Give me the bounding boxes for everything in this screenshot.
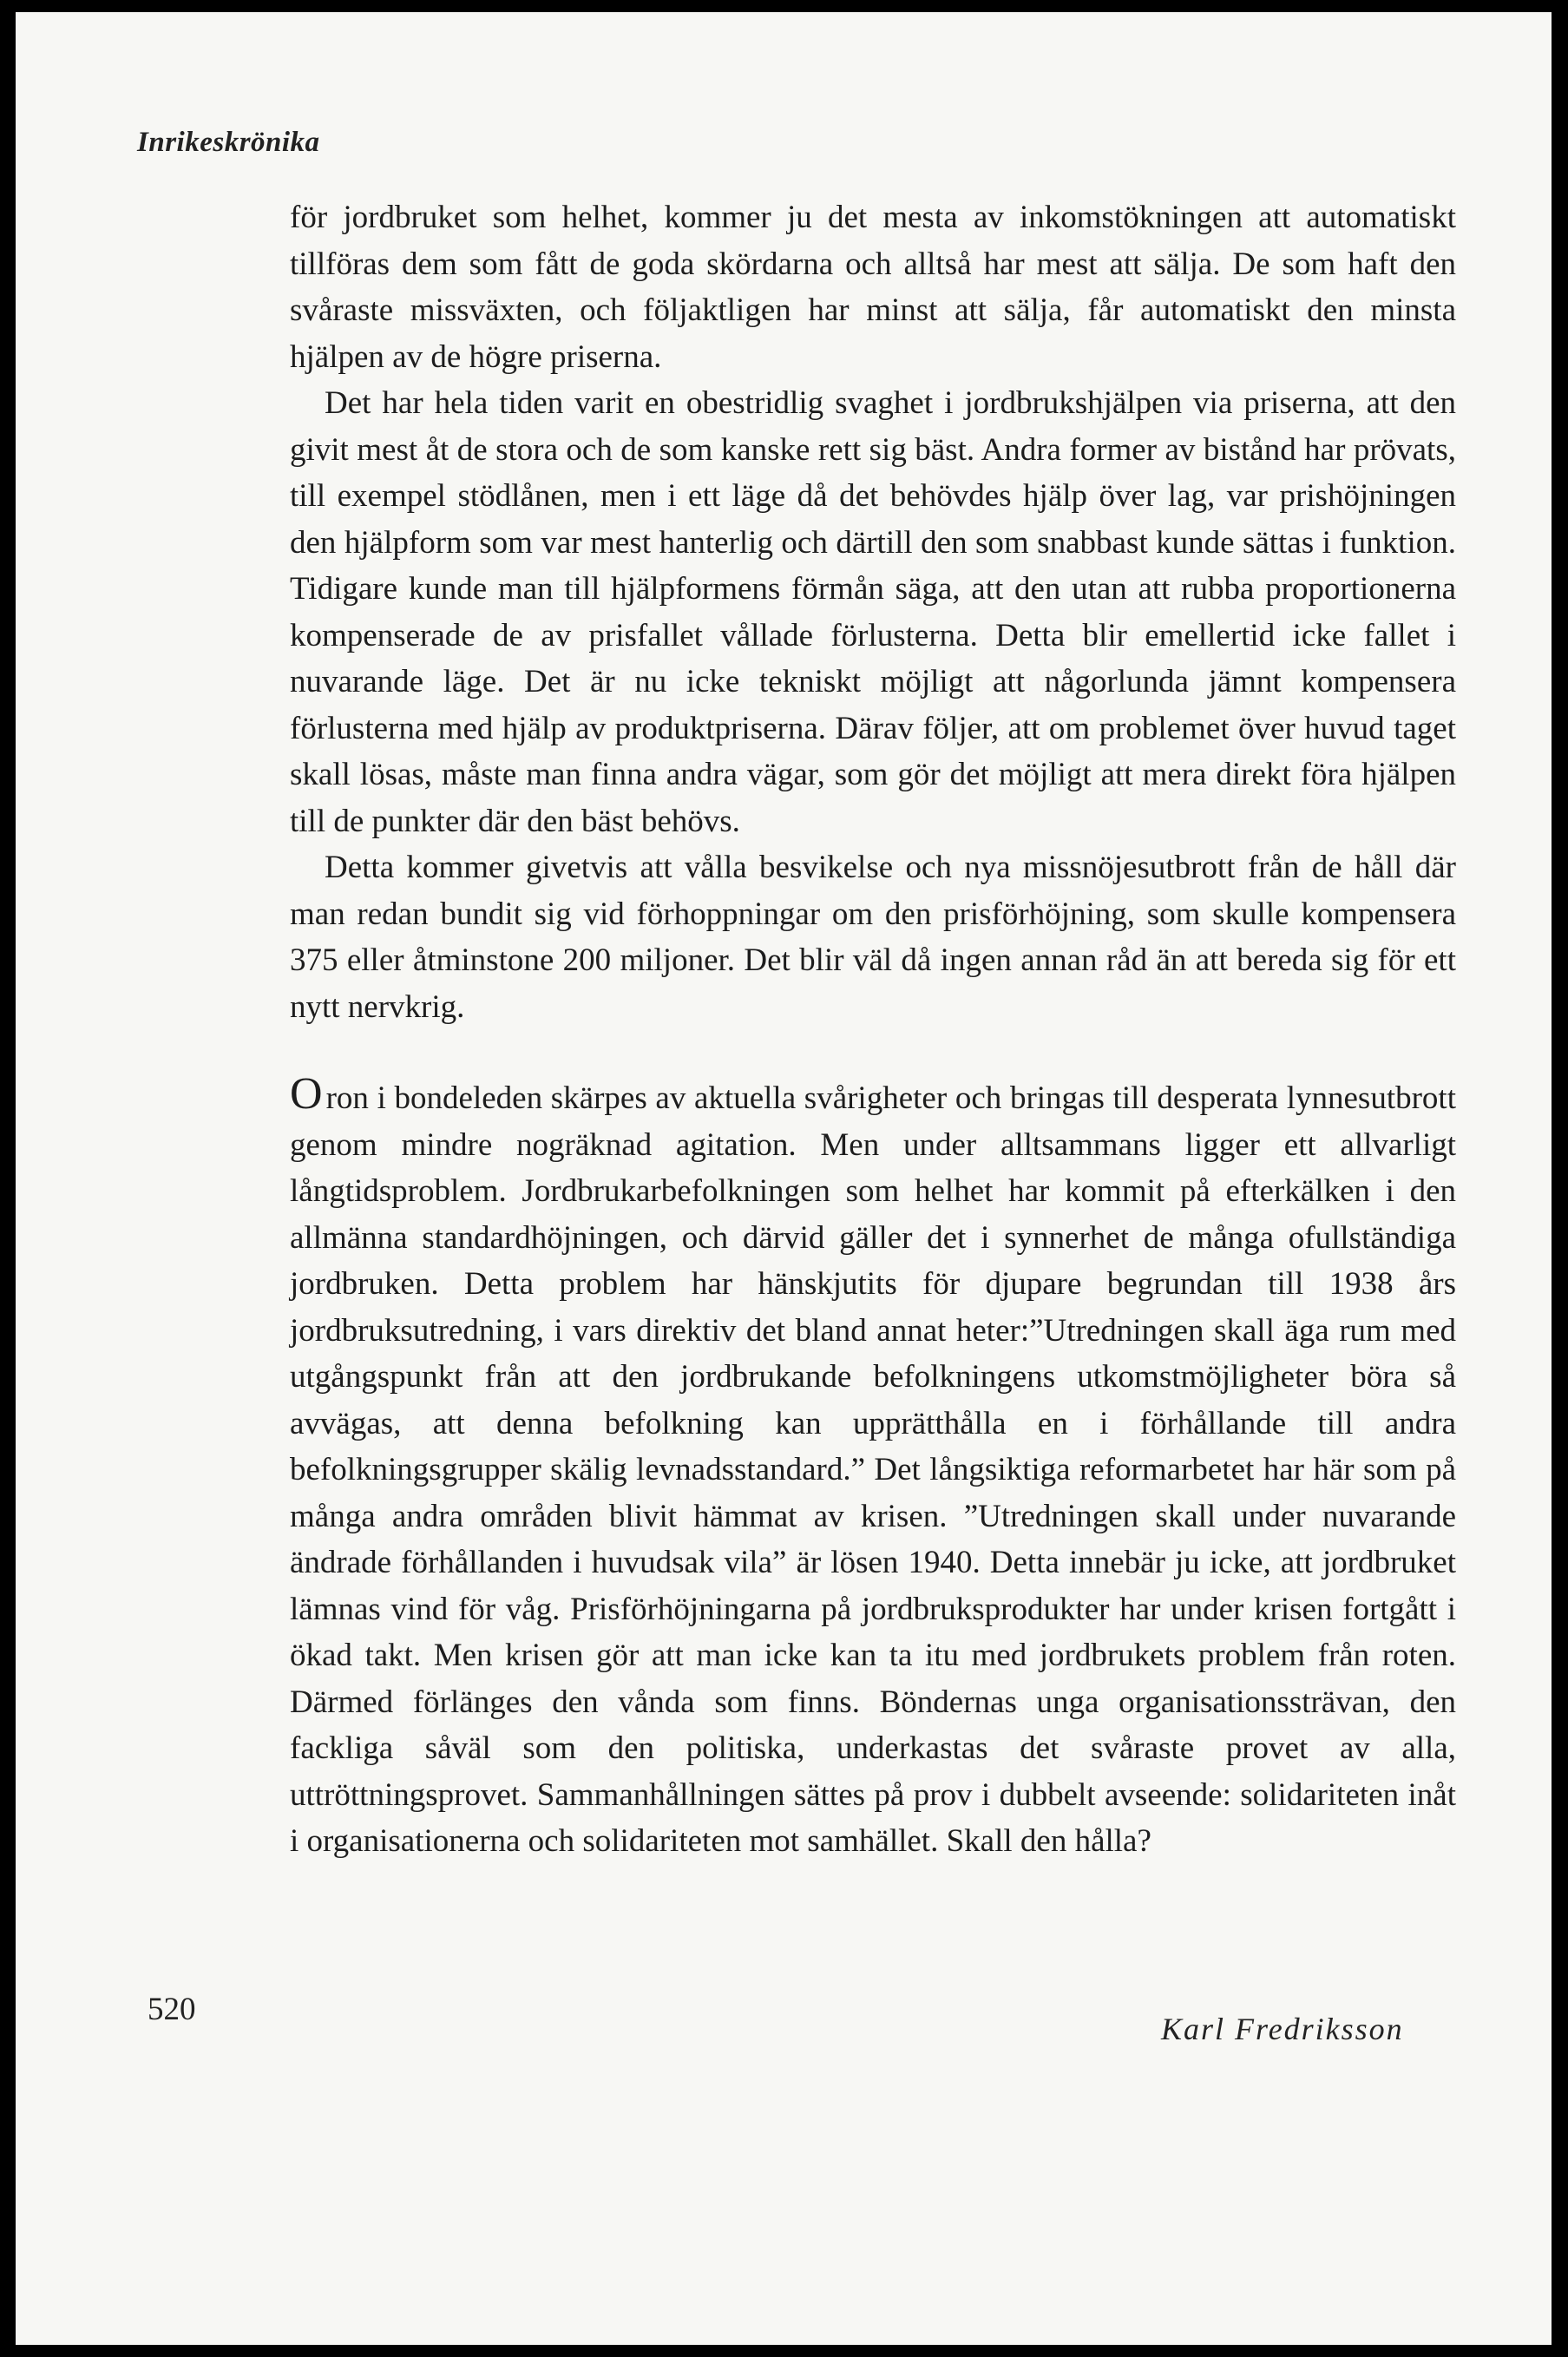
paragraph-2: Det har hela tiden varit en obestridlig svaghet i jordbrukshjälpen via priserna, att den givit mest åt de stora och de som kanske rett sig bäst. Andra former av bistånd har prövats, till exempel stödlånen, men i ett läge då det behövdes hjälp över lag, var prishöjningen den hjälpform som var mest hanterlig och därtill den som snabbast kunde sättas i funktion. Tidigare kunde man till hjälpformens förmån säga, att den utan att rubba proportionerna kompenserade de av prisfallet vållade förlusterna. Detta blir emellertid icke fallet i nuvarande läge. Det är nu icke tekniskt möjligt att någorlunda jämnt kompensera förlusterna med hjälp av produktpriserna. Därav följer, att om problemet över huvud taget skall lösas, måste man finna andra vägar, som gör det möjligt att mera direkt föra hjälpen till de punkter där den bäst behövs. <box>290 385 1456 839</box>
paragraph-3: Detta kommer givetvis att vålla besvikelse och nya missnöjesutbrott från de håll där man redan bundit sig vid förhoppningar om den prisförhöjning, som skulle kompensera 375 eller åtminstone 200 miljoner. Det blir väl då ingen annan råd än att bereda sig för ett nytt nervkrig. <box>290 850 1456 1025</box>
paragraph-1: för jordbruket som helhet, kommer ju det mesta av inkomstökningen att automatiskt tillföras dem som fått de goda skördarna och alltså har mest att sälja. De som haft den svåraste missväxten, och följaktligen har minst att sälja, får automatiskt den minsta hjälpen av de högre priserna. <box>290 200 1456 375</box>
section-2-text: ron i bondeleden skärpes av aktuella svårigheter och bringas till desperata lynnesutbrott genom mindre nogräknad agitation. Men under alltsammans ligger ett allvarligt långtidsproblem. Jordbrukarbefolkningen som helhet har kommit på efterkälken i den allmänna standardhöjningen, och därvid gäller det i synnerhet de många ofullständiga jordbruken. Detta problem har hänskjutits för djupare begrundan till 1938 års jordbruksutredning, i vars direktiv det bland annat heter:”Utredningen skall äga rum med utgångspunkt från att den jordbrukande befolkningens utkomstmöjligheter böra så avvägas, att denna befolkning kan upprätthålla en i förhållande till andra befolkningsgrupper skälig levnadsstandard.” Det långsiktiga reformarbetet har här som på många andra områden blivit hämmat av krisen. ”Utredningen skall under nuvarande ändrade förhållanden i huvudsak vila” är lösen 1940. Detta innebär ju icke, att jordbruket lämnas vind för våg. Prisförhöjningarna på jordbruksprodukter har under krisen fortgått i ökad takt. Men krisen gör att man icke kan ta itu med jordbrukets problem från roten. Därmed förlänges den vånda som finns. Böndernas unga organisationssträvan, den fackliga såväl som den politiska, underkastas det svåraste provet av alla, uttröttningsprovet. Sammanhållningen sättes på prov i dubbelt avseende: solidariteten inåt i organisationerna och solidariteten mot samhället. Skall den hålla? <box>290 1080 1456 1859</box>
page <box>16 12 1552 2345</box>
article-body <box>290 194 1456 1865</box>
author-signature: Karl Fredriksson <box>1161 2012 1404 2046</box>
section-2-paragraph <box>290 1069 1456 1865</box>
running-head: Inrikeskrönika <box>137 127 320 158</box>
drop-cap: O <box>290 1069 323 1119</box>
page-number: 520 <box>148 1992 196 2027</box>
